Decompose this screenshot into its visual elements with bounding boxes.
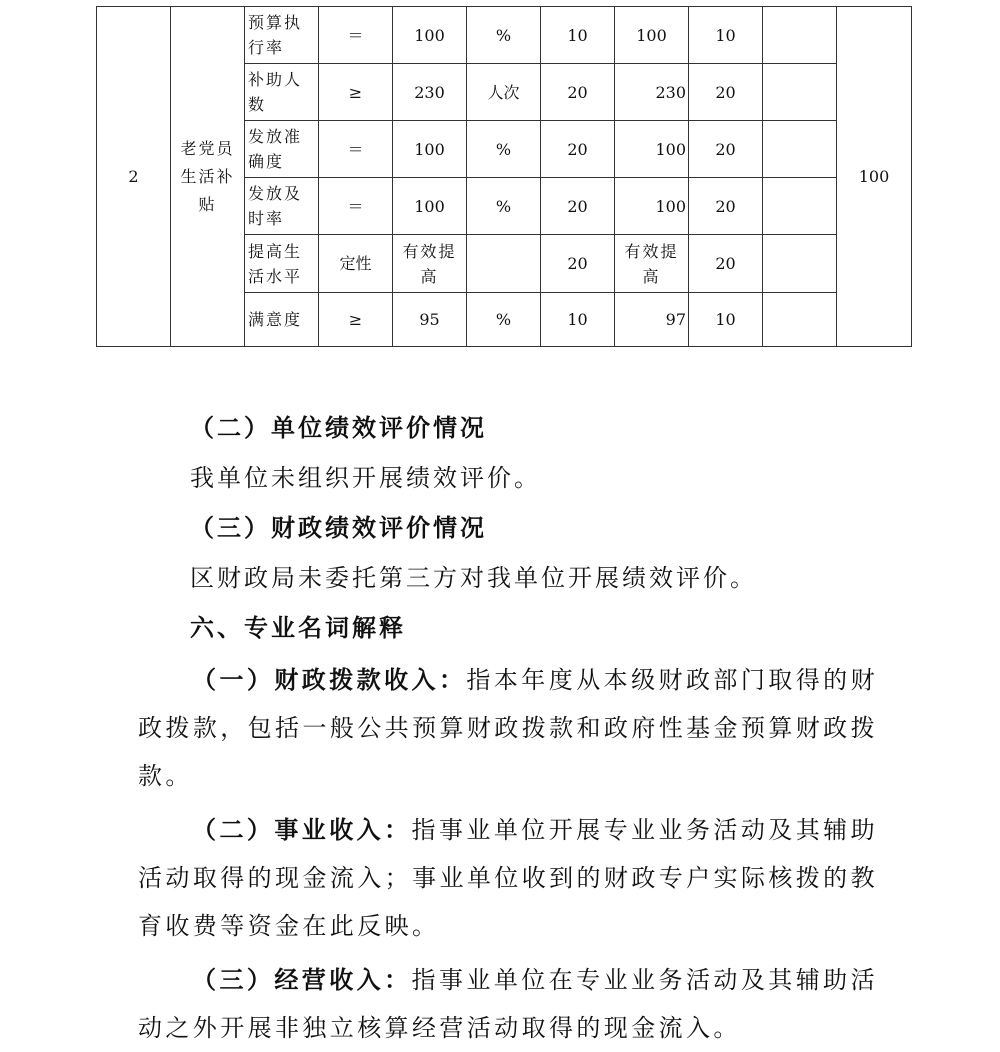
actual-cell: 100 [615, 121, 689, 178]
indicator-cell: 预算执行率 [245, 7, 319, 64]
indicator-cell: 发放准确度 [245, 121, 319, 178]
term-definition: 指本年度从本级财政部门取得的财政拨款，包括一般公共预算财政拨款和政府性基金预算财政拨款。 [138, 666, 879, 790]
term-operating-income [138, 956, 878, 1052]
note-cell [763, 235, 837, 293]
operator-cell: ≥ [319, 293, 393, 347]
performance-table [96, 6, 912, 347]
indicator-cell: 发放及时率 [245, 178, 319, 235]
target-cell: 100 [393, 121, 467, 178]
indicator-cell: 提高生活水平 [245, 235, 319, 293]
section-text-finance-evaluation: 区财政局未委托第三方对我单位开展绩效评价。 [190, 564, 757, 592]
row-number-cell: 2 [97, 7, 171, 347]
section-heading-unit-evaluation: （二）单位绩效评价情况 [190, 413, 487, 442]
unit-cell: % [467, 178, 541, 235]
actual-cell: 有效提高 [615, 235, 689, 293]
actual-cell: 100 [615, 178, 689, 235]
target-cell: 230 [393, 64, 467, 121]
operator-cell: ＝ [319, 178, 393, 235]
target-cell: 100 [393, 178, 467, 235]
operator-cell: ＝ [319, 121, 393, 178]
section-heading-finance-evaluation: （三）财政绩效评价情况 [190, 513, 487, 542]
unit-cell: % [467, 121, 541, 178]
weight-cell: 20 [541, 178, 615, 235]
actual-cell: 230 [615, 64, 689, 121]
operator-cell: ≥ [319, 64, 393, 121]
target-cell: 100 [393, 7, 467, 64]
operator-cell: 定性 [319, 235, 393, 293]
weight-cell: 20 [541, 64, 615, 121]
score-cell: 20 [689, 121, 763, 178]
score-cell: 20 [689, 235, 763, 293]
score-cell: 10 [689, 293, 763, 347]
term-fiscal-appropriation [138, 656, 878, 800]
term-label: （三）经营收入： [192, 965, 412, 994]
note-cell [763, 293, 837, 347]
score-cell: 20 [689, 178, 763, 235]
section-text-unit-evaluation: 我单位未组织开展绩效评价。 [190, 464, 541, 492]
score-cell: 10 [689, 7, 763, 64]
weight-cell: 20 [541, 121, 615, 178]
unit-cell: % [467, 7, 541, 64]
weight-cell: 20 [541, 235, 615, 293]
table-row [97, 7, 912, 64]
term-definition: 指事业单位开展专业业务活动及其辅助活动取得的现金流入；事业单位收到的财政专户实际核拨的教育收费等资金在此反映。 [138, 816, 878, 940]
term-definition: 指事业单位在专业业务活动及其辅助活动之外开展非独立核算经营活动取得的现金流入。 [138, 966, 878, 1042]
table-body [97, 7, 912, 347]
term-label: （一）财政拨款收入： [192, 665, 467, 694]
term-business-income [138, 806, 878, 950]
term-label: （二）事业收入： [192, 815, 412, 844]
weight-cell: 10 [541, 293, 615, 347]
section-heading-terms: 六、专业名词解释 [190, 613, 406, 642]
note-cell [763, 7, 837, 64]
total-score-cell: 100 [837, 7, 912, 347]
indicator-cell: 满意度 [245, 293, 319, 347]
unit-cell: 人次 [467, 64, 541, 121]
score-cell: 20 [689, 64, 763, 121]
target-cell: 95 [393, 293, 467, 347]
note-cell [763, 64, 837, 121]
weight-cell: 10 [541, 7, 615, 64]
indicator-cell: 补助人数 [245, 64, 319, 121]
note-cell [763, 121, 837, 178]
unit-cell [467, 235, 541, 293]
actual-cell: 97 [615, 293, 689, 347]
note-cell [763, 178, 837, 235]
actual-cell: 100 [615, 7, 689, 64]
project-name-cell: 老党员生活补贴 [171, 7, 245, 347]
target-cell: 有效提高 [393, 235, 467, 293]
unit-cell: % [467, 293, 541, 347]
operator-cell: ＝ [319, 7, 393, 64]
